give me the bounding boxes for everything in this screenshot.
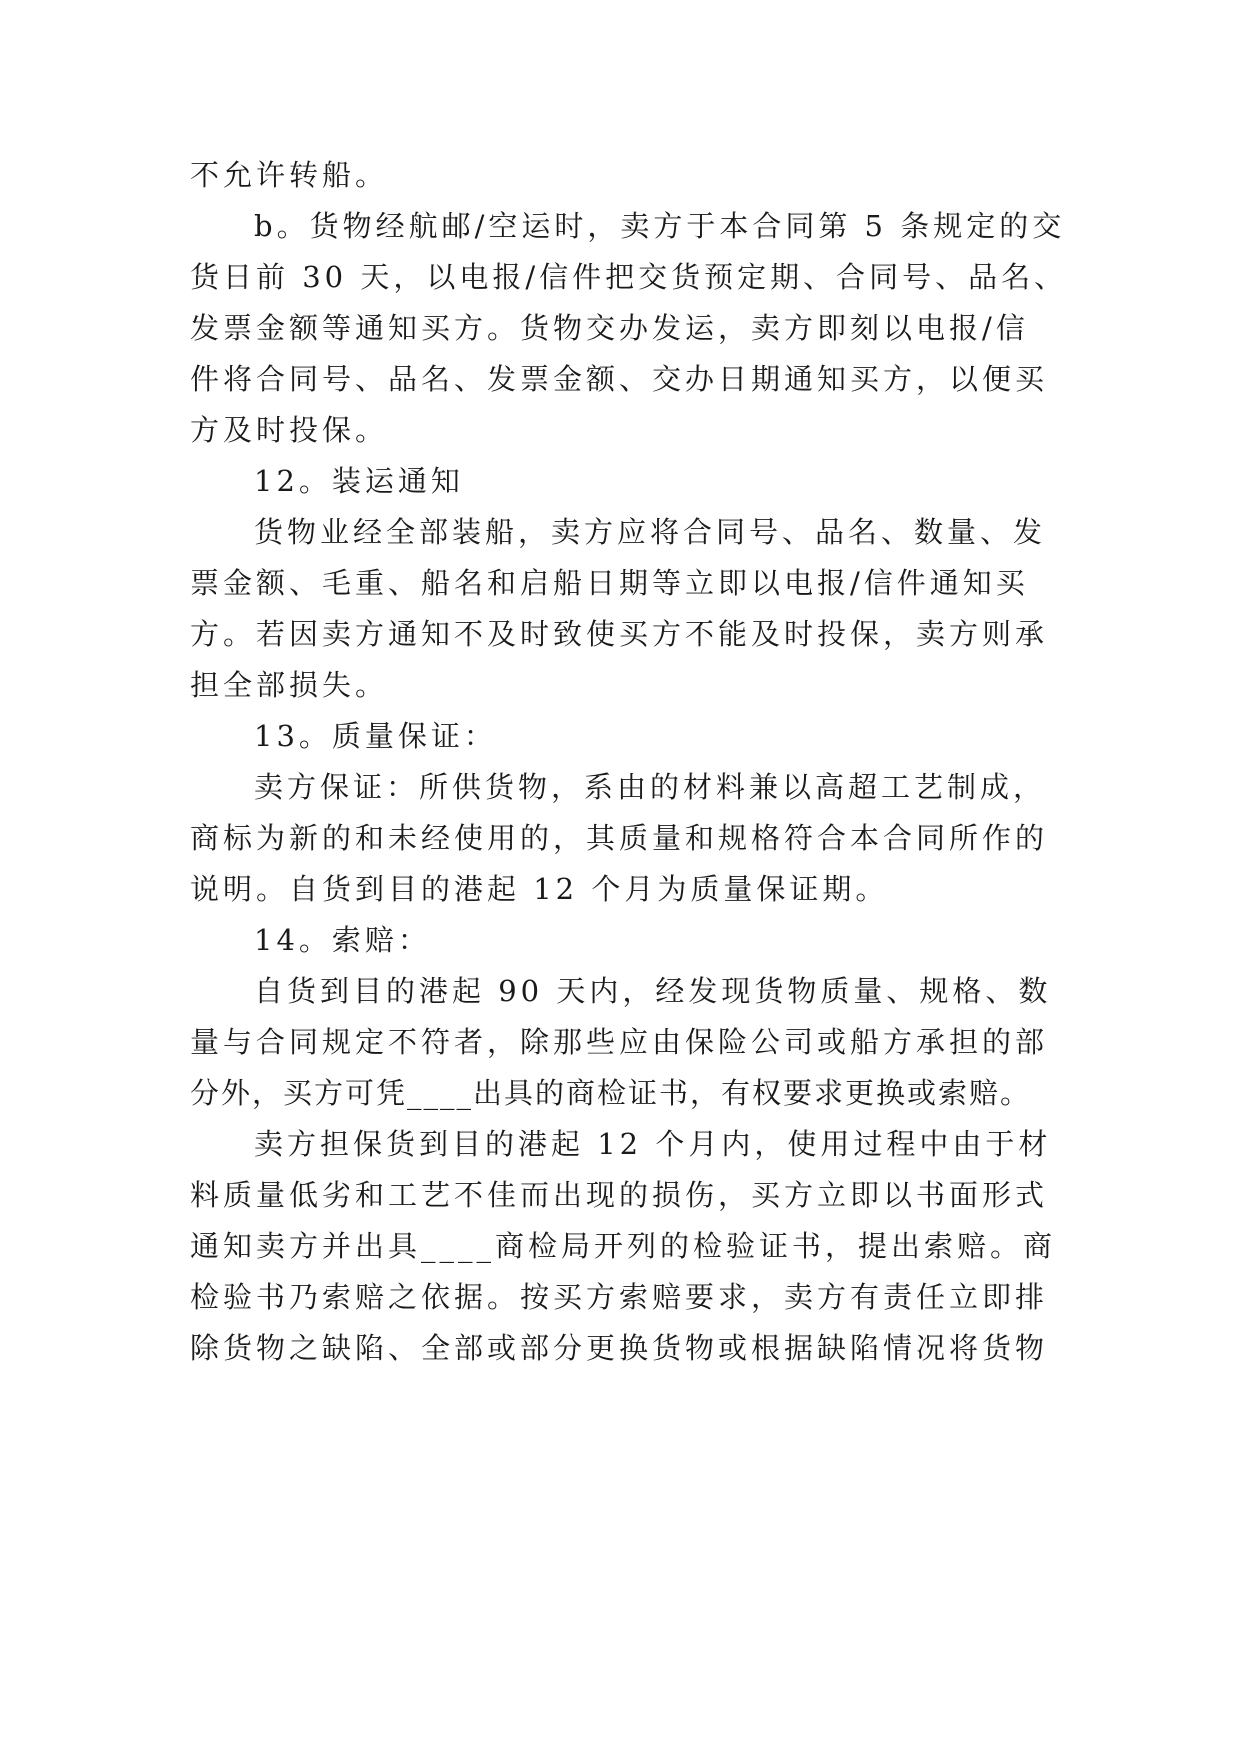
text-line: 说明。自货到目的港起 12 个月为质量保证期。 — [190, 872, 889, 906]
text-line: 担全部损失。 — [190, 668, 389, 702]
text-line: 件将合同号、品名、发票金额、交办日期通知买方，以便买 — [190, 362, 1049, 396]
section-heading-12: 12。装运通知 — [254, 464, 464, 498]
text-line: 商标为新的和未经使用的，其质量和规格符合本合同所作的 — [190, 821, 1049, 855]
text-line: 卖方担保货到目的港起 12 个月内，使用过程中由于材 — [254, 1127, 1052, 1161]
text-line: 卖方保证：所供货物，系由的材料兼以高超工艺制成， — [254, 770, 1047, 804]
text-line: 量与合同规定不符者，除那些应由保险公司或船方承担的部 — [190, 1025, 1049, 1059]
text-line: 不允许转船。 — [190, 158, 389, 192]
text-line: 自货到目的港起 90 天内，经发现货物质量、规格、数 — [254, 974, 1052, 1008]
text-line: 检验书乃索赔之依据。按买方索赔要求，卖方有责任立即排 — [190, 1280, 1049, 1314]
text-line: 方。若因卖方通知不及时致使买方不能及时投保，卖方则承 — [190, 617, 1049, 651]
text-line: 发票金额等通知买方。货物交办发运，卖方即刻以电报/信 — [190, 311, 1029, 345]
text-line: 除货物之缺陷、全部或部分更换货物或根据缺陷情况将货物 — [190, 1331, 1049, 1365]
text-line: 票金额、毛重、船名和启船日期等立即以电报/信件通知买 — [190, 566, 1029, 600]
text-line: 通知卖方并出具____商检局开列的检验证书，提出索赔。商 — [190, 1229, 1057, 1263]
text-line: 料质量低劣和工艺不佳而出现的损伤，买方立即以书面形式 — [190, 1178, 1049, 1212]
text-line: 货物业经全部装船，卖方应将合同号、品名、数量、发 — [254, 515, 1047, 549]
section-heading-13: 13。质量保证： — [254, 719, 497, 753]
text-line: 分外，买方可凭____出具的商检证书，有权要求更换或索赔。 — [190, 1076, 1032, 1110]
section-heading-14: 14。索赔： — [254, 923, 431, 957]
text-line: 方及时投保。 — [190, 413, 389, 447]
text-line: 货日前 30 天，以电报/信件把交货预定期、合同号、品名、 — [190, 260, 1068, 294]
text-line: b。货物经航邮/空运时，卖方于本合同第 5 条规定的交 — [254, 209, 1066, 243]
